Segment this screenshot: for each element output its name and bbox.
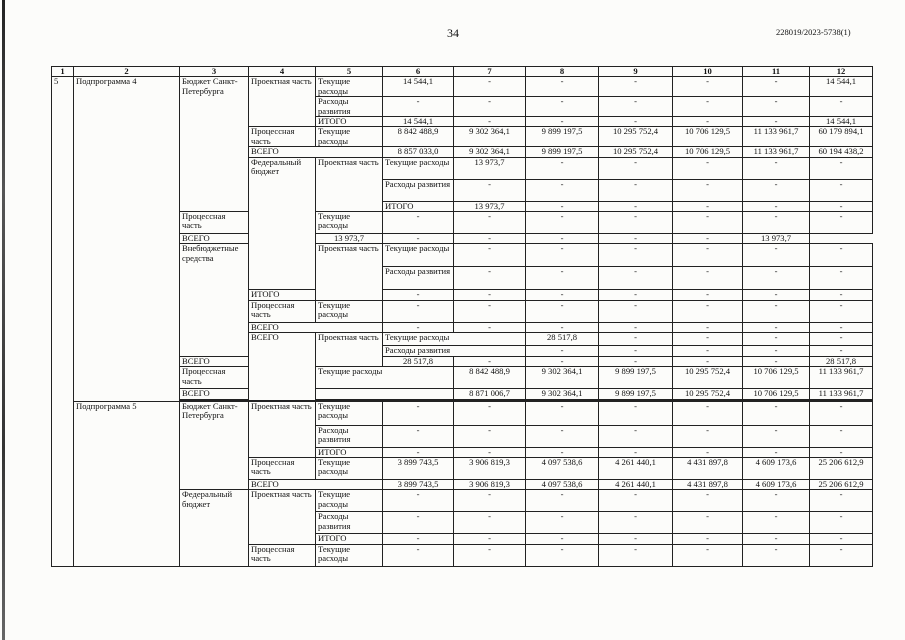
value-cell: -: [673, 544, 743, 566]
value-cell: -: [599, 267, 673, 290]
value-cell: -: [743, 77, 810, 97]
value-cell: -: [673, 244, 743, 267]
value-cell: 10 295 752,4: [599, 127, 673, 147]
label-cell: Текущие расходы: [316, 300, 383, 322]
value-cell: -: [526, 290, 599, 300]
value-cell: -: [810, 512, 873, 534]
label-cell: Внебюджетные средства: [180, 244, 249, 356]
value-cell: -: [673, 512, 743, 534]
value-cell: -: [673, 117, 743, 127]
value-cell: -: [810, 212, 873, 234]
value-cell: -: [454, 97, 526, 117]
value-cell: -: [743, 333, 810, 346]
value-cell: 8 871 006,7: [454, 389, 526, 399]
value-cell: -: [743, 290, 810, 300]
label-cell: [316, 389, 454, 399]
value-cell: -: [673, 356, 743, 366]
value-cell: 4 261 440,1: [599, 457, 673, 479]
value-cell: 9 899 197,5: [526, 147, 599, 157]
value-cell: -: [526, 157, 599, 179]
value-cell: -: [810, 157, 873, 179]
label-cell: Расходы развития: [383, 179, 454, 201]
value-cell: 4 609 173,6: [743, 457, 810, 479]
value-cell: -: [383, 490, 454, 512]
value-cell: -: [526, 179, 599, 201]
column-header: 9: [599, 67, 673, 77]
value-cell: -: [673, 322, 743, 332]
value-cell: -: [673, 157, 743, 179]
value-cell: -: [383, 234, 454, 244]
value-cell: 10 706 129,5: [743, 367, 810, 389]
value-cell: -: [743, 97, 810, 117]
value-cell: -: [599, 534, 673, 544]
value-cell: 13 973,7: [316, 234, 383, 244]
value-cell: -: [673, 447, 743, 457]
label-cell: Текущие расходы: [316, 367, 454, 389]
value-cell: -: [526, 267, 599, 290]
value-cell: -: [454, 356, 526, 366]
value-cell: -: [673, 401, 743, 425]
value-cell: -: [599, 401, 673, 425]
value-cell: -: [810, 534, 873, 544]
value-cell: -: [599, 234, 673, 244]
label-cell: Расходы развития: [316, 425, 383, 447]
value-cell: 9 899 197,5: [599, 367, 673, 389]
value-cell: 10 295 752,4: [599, 147, 673, 157]
label-cell: Текущие расходы: [383, 157, 454, 179]
value-cell: -: [810, 322, 873, 332]
value-cell: -: [673, 300, 743, 322]
column-header: 3: [180, 67, 249, 77]
value-cell: -: [743, 544, 810, 566]
value-cell: 9 899 197,5: [599, 389, 673, 399]
value-cell: 14 544,1: [810, 117, 873, 127]
label-cell: Проектная часть: [249, 77, 316, 127]
value-cell: 11 133 961,7: [810, 389, 873, 399]
column-header: 7: [454, 67, 526, 77]
value-cell: -: [599, 179, 673, 201]
value-cell: -: [810, 179, 873, 201]
value-cell: -: [810, 544, 873, 566]
label-cell: ИТОГО: [249, 290, 316, 300]
table-row: [52, 401, 873, 425]
value-cell: -: [743, 356, 810, 366]
value-cell: -: [810, 201, 873, 211]
label-cell: ВСЕГО: [249, 322, 383, 332]
value-cell: -: [673, 490, 743, 512]
label-cell: Подпрограмма 5: [74, 401, 180, 566]
value-cell: -: [599, 300, 673, 322]
value-cell: 8 857 033,0: [383, 147, 454, 157]
value-cell: -: [526, 534, 599, 544]
value-cell: 25 206 612,9: [810, 457, 873, 479]
value-cell: -: [743, 117, 810, 127]
value-cell: -: [599, 290, 673, 300]
value-cell: -: [673, 346, 743, 356]
value-cell: -: [743, 346, 810, 356]
table-body: [52, 77, 873, 566]
value-cell: -: [673, 201, 743, 211]
value-cell: 4 097 538,6: [526, 479, 599, 489]
label-cell: Текущие расходы: [316, 457, 383, 479]
document-code: 228019/2023-5738(1): [776, 27, 851, 37]
value-cell: -: [526, 346, 599, 356]
label-cell: Проектная часть: [249, 401, 316, 457]
value-cell: 9 302 364,1: [526, 367, 599, 389]
value-cell: 11 133 961,7: [743, 147, 810, 157]
label-cell: Процессная часть: [180, 212, 249, 234]
column-header: 8: [526, 67, 599, 77]
value-cell: -: [526, 117, 599, 127]
value-cell: -: [743, 322, 810, 332]
value-cell: -: [743, 267, 810, 290]
value-cell: 10 295 752,4: [673, 389, 743, 399]
value-cell: 4 431 897,8: [673, 479, 743, 489]
label-cell: ВСЕГО: [249, 147, 383, 157]
label-cell: 5: [52, 77, 74, 566]
value-cell: 3 906 819,3: [454, 457, 526, 479]
value-cell: -: [743, 212, 810, 234]
value-cell: -: [454, 534, 526, 544]
label-cell: Процессная часть: [249, 544, 316, 566]
value-cell: -: [599, 97, 673, 117]
value-cell: -: [810, 490, 873, 512]
column-header: 6: [383, 67, 454, 77]
value-cell: 4 261 440,1: [599, 479, 673, 489]
value-cell: -: [383, 512, 454, 534]
value-cell: -: [526, 300, 599, 322]
value-cell: -: [383, 300, 454, 322]
label-cell: Текущие расходы: [383, 244, 454, 267]
value-cell: -: [526, 212, 599, 234]
value-cell: -: [526, 201, 599, 211]
value-cell: -: [383, 212, 454, 234]
value-cell: -: [743, 157, 810, 179]
value-cell: -: [526, 490, 599, 512]
value-cell: -: [743, 490, 810, 512]
value-cell: 8 842 488,9: [454, 367, 526, 389]
label-cell: Подпрограмма 4: [74, 77, 180, 401]
label-cell: Расходы развития: [383, 267, 454, 290]
value-cell: -: [454, 544, 526, 566]
value-cell: -: [673, 212, 743, 234]
value-cell: -: [743, 534, 810, 544]
value-cell: 9 302 364,1: [454, 127, 526, 147]
value-cell: -: [454, 401, 526, 425]
value-cell: -: [454, 300, 526, 322]
label-cell: ИТОГО: [316, 447, 383, 457]
value-cell: -: [454, 267, 526, 290]
value-cell: -: [454, 290, 526, 300]
column-header: 10: [673, 67, 743, 77]
value-cell: -: [526, 77, 599, 97]
label-cell: ВСЕГО: [249, 333, 316, 400]
label-cell: Проектная часть: [316, 157, 383, 211]
table-row: [52, 77, 873, 97]
label-cell: Процессная часть: [249, 457, 316, 479]
value-cell: -: [526, 234, 599, 244]
value-cell: -: [599, 346, 673, 356]
value-cell: -: [454, 234, 526, 244]
value-cell: -: [526, 356, 599, 366]
value-cell: -: [599, 333, 673, 346]
label-cell: Федеральный бюджет: [249, 157, 316, 290]
column-header: 11: [743, 67, 810, 77]
label-cell: Текущие расходы: [316, 212, 383, 234]
value-cell: -: [673, 333, 743, 346]
value-cell: -: [383, 544, 454, 566]
value-cell: -: [383, 290, 454, 300]
column-header: 2: [74, 67, 180, 77]
value-cell: -: [673, 425, 743, 447]
value-cell: -: [383, 534, 454, 544]
value-cell: 11 133 961,7: [743, 127, 810, 147]
value-cell: 13 973,7: [743, 234, 810, 244]
value-cell: -: [673, 179, 743, 201]
value-cell: -: [383, 322, 454, 332]
value-cell: 10 706 129,5: [673, 147, 743, 157]
value-cell: -: [599, 425, 673, 447]
label-cell: Расходы развития: [383, 346, 526, 356]
label-cell: Проектная часть: [316, 333, 383, 367]
value-cell: -: [810, 447, 873, 457]
value-cell: -: [743, 179, 810, 201]
value-cell: -: [599, 244, 673, 267]
value-cell: 11 133 961,7: [810, 367, 873, 389]
label-cell: ИТОГО: [383, 201, 454, 211]
value-cell: 4 431 897,8: [673, 457, 743, 479]
column-header: 4: [249, 67, 316, 77]
value-cell: -: [599, 201, 673, 211]
value-cell: -: [526, 401, 599, 425]
label-cell: Расходы развития: [316, 97, 383, 117]
value-cell: -: [810, 290, 873, 300]
value-cell: 28 517,8: [810, 356, 873, 366]
value-cell: -: [383, 447, 454, 457]
label-cell: Текущие расходы: [316, 77, 383, 97]
value-cell: -: [743, 300, 810, 322]
value-cell: -: [810, 267, 873, 290]
value-cell: -: [810, 300, 873, 322]
value-cell: -: [743, 201, 810, 211]
value-cell: -: [599, 512, 673, 534]
value-cell: 13 973,7: [454, 201, 526, 211]
label-cell: ВСЕГО: [180, 234, 316, 244]
value-cell: 3 899 743,5: [383, 457, 454, 479]
value-cell: -: [743, 244, 810, 267]
value-cell: 9 899 197,5: [526, 127, 599, 147]
column-header: 5: [316, 67, 383, 77]
label-cell: Текущие расходы: [383, 333, 526, 346]
column-header: 1: [52, 67, 74, 77]
label-cell: ВСЕГО: [180, 389, 249, 399]
value-cell: -: [454, 212, 526, 234]
value-cell: -: [673, 267, 743, 290]
label-cell: ВСЕГО: [249, 479, 383, 489]
value-cell: 3 906 819,3: [454, 479, 526, 489]
value-cell: 60 179 894,1: [810, 127, 873, 147]
value-cell: -: [599, 212, 673, 234]
value-cell: -: [599, 157, 673, 179]
value-cell: -: [454, 447, 526, 457]
value-cell: -: [743, 512, 810, 534]
value-cell: -: [526, 97, 599, 117]
page-number: 34: [447, 26, 459, 40]
value-cell: 4 097 538,6: [526, 457, 599, 479]
value-cell: -: [454, 490, 526, 512]
value-cell: -: [454, 117, 526, 127]
value-cell: -: [526, 322, 599, 332]
value-cell: 14 544,1: [383, 77, 454, 97]
value-cell: -: [599, 544, 673, 566]
value-cell: -: [454, 322, 526, 332]
value-cell: -: [599, 447, 673, 457]
value-cell: -: [454, 512, 526, 534]
value-cell: 10 295 752,4: [673, 367, 743, 389]
value-cell: -: [526, 512, 599, 534]
value-cell: -: [599, 356, 673, 366]
label-cell: Бюджет Санкт-Петербурга: [180, 401, 249, 490]
value-cell: -: [810, 401, 873, 425]
value-cell: -: [810, 425, 873, 447]
value-cell: -: [673, 290, 743, 300]
value-cell: -: [599, 322, 673, 332]
value-cell: -: [454, 179, 526, 201]
value-cell: 13 973,7: [454, 157, 526, 179]
label-cell: Процессная часть: [249, 127, 316, 147]
value-cell: -: [673, 77, 743, 97]
value-cell: -: [673, 97, 743, 117]
label-cell: Текущие расходы: [316, 490, 383, 512]
label-cell: Текущие расходы: [316, 127, 383, 147]
value-cell: -: [810, 346, 873, 356]
label-cell: Проектная часть: [316, 244, 383, 300]
label-cell: Бюджет Санкт-Петербурга: [180, 77, 249, 212]
value-cell: 8 842 488,9: [383, 127, 454, 147]
label-cell: Процессная часть: [249, 300, 316, 322]
label-cell: Текущие расходы: [316, 401, 383, 425]
value-cell: -: [673, 534, 743, 544]
value-cell: 28 517,8: [383, 356, 454, 366]
value-cell: 10 706 129,5: [673, 127, 743, 147]
value-cell: -: [454, 425, 526, 447]
value-cell: -: [454, 77, 526, 97]
value-cell: -: [599, 490, 673, 512]
value-cell: 4 609 173,6: [743, 479, 810, 489]
scan-edge: [2, 0, 5, 640]
label-cell: Текущие расходы: [316, 544, 383, 566]
value-cell: 14 544,1: [810, 77, 873, 97]
value-cell: -: [810, 97, 873, 117]
value-cell: -: [454, 244, 526, 267]
label-cell: ИТОГО: [316, 117, 383, 127]
value-cell: 10 706 129,5: [743, 389, 810, 399]
value-cell: 60 194 438,2: [810, 147, 873, 157]
value-cell: -: [673, 234, 743, 244]
value-cell: -: [383, 401, 454, 425]
value-cell: -: [810, 333, 873, 346]
value-cell: -: [383, 425, 454, 447]
value-cell: -: [526, 425, 599, 447]
value-cell: -: [599, 117, 673, 127]
value-cell: -: [526, 244, 599, 267]
value-cell: 9 302 364,1: [526, 389, 599, 399]
column-header: 12: [810, 67, 873, 77]
label-cell: Федеральный бюджет: [180, 490, 249, 566]
value-cell: -: [599, 77, 673, 97]
value-cell: 3 899 743,5: [383, 479, 454, 489]
value-cell: -: [743, 425, 810, 447]
value-cell: -: [526, 447, 599, 457]
label-cell: ВСЕГО: [180, 356, 316, 366]
label-cell: Расходы развития: [316, 512, 383, 534]
label-cell: ИТОГО: [316, 534, 383, 544]
value-cell: -: [743, 401, 810, 425]
value-cell: -: [526, 544, 599, 566]
label-cell: Проектная часть: [249, 490, 316, 544]
value-cell: 9 302 364,1: [454, 147, 526, 157]
header-row: [52, 67, 873, 77]
label-cell: Процессная часть: [180, 367, 249, 389]
value-cell: 14 544,1: [383, 117, 454, 127]
value-cell: -: [743, 447, 810, 457]
value-cell: -: [383, 97, 454, 117]
budget-table: [51, 66, 873, 567]
value-cell: -: [810, 244, 873, 267]
value-cell: 28 517,8: [526, 333, 599, 346]
value-cell: 25 206 612,9: [810, 479, 873, 489]
